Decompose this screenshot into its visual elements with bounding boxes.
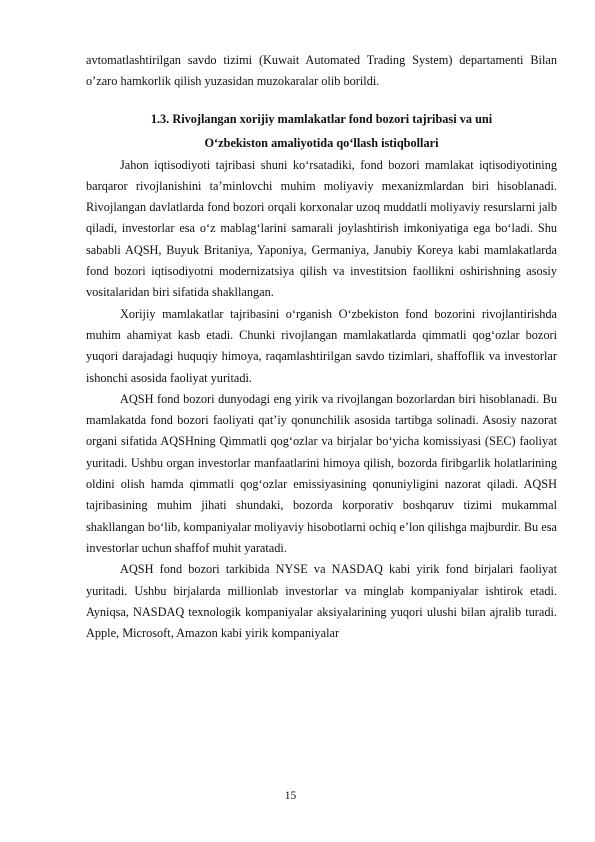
page-number-footer [0,790,595,802]
section-heading [86,107,557,155]
document-page [86,50,557,644]
paragraph-4: AQSH fond bozori tarkibida NYSE va NASDAQ kabi yirik fond birjalari faoliyat yuritadi. Ushbu birjalarda millionlab investorlar va minglab kompaniyalar ishtirok etadi. Ayniqsa, NASDAQ texnologik kompaniyalar aksiyalarining yuqori ulushi bilan ajralib turadi. Apple, Microsoft, Amazon kabi yirik kompaniyalar [86,562,557,641]
paragraph-3: AQSH fond bozori dunyodagi eng yirik va rivojlangan bozorlardan biri hisoblanadi. Bu mamlakatda fond bozori faoliyati qat’iy qonunchilik asosida tartibga solinadi. Asosiy nazorat organi sifatida AQSHning Qimmatli qog‘ozlar va birjalar bo‘yicha komissiyasi (SEC) faoliyat yuritadi. Ushbu organ investorlar manfaatlarini himoya qilish, bozorda firibgarlik holatlarining oldini olish hamda qimmatli qog‘ozlar emissiyasining qonuniyligini nazorat qiladi. AQSH tajribasining muhim jihati shundaki, bozorda korporativ boshqaruv tizimi mukammal shakllangan bo‘lib, kompaniyalar moliyaviy hisobotlarni ochiq e’lon qilishga majburdir. Bu esa investorlar uchun shaffof muhit yaratadi. [86,391,557,555]
paragraph-1: Jahon iqtisodiyoti tajribasi shuni ko‘rsatadiki, fond bozori mamlakat iqtisodiyotining barqaror rivojlanishini ta’minlovchi muhim moliyaviy mexanizmlardan biri hisoblanadi. Rivojlangan davlatlarda fond bozori orqali korxonalar uzoq muddatli moliyaviy resurslarni jalb qiladi, investorlar esa o‘z mablag‘larini samarali joylashtirish imkoniyatiga ega bo‘ladi. Shu sababli AQSH, Buyuk Britaniya, Yaponiya, Germaniya, Janubiy Koreya kabi mamlakatlarda fond bozori iqtisodiyotni modernizatsiya qilish va investitsion faollikni oshirishning asosiy vositalaridan biri sifatida shakllangan. [86,157,557,300]
intro-paragraph: avtomatlashtirilgan savdo tizimi (Kuwait Automated Trading System) departamenti Bilan o’zaro hamkorlik qilish yuzasidan muzokaralar olib borildi. [86,53,557,89]
section-heading-line-1: 1.3. Rivojlangan xorijiy mamlakatlar fond bozori tajribasi va uni [150,111,493,126]
page-number: 15 [284,790,297,802]
section-heading-line-2: O‘zbekiston amaliyotida qo‘llash istiqbollari [204,135,439,150]
paragraph-2: Xorijiy mamlakatlar tajribasini o‘rganish O‘zbekiston fond bozorini rivojlantirishda muhim ahamiyat kasb etadi. Chunki rivojlangan mamlakatlarda qimmatli qog‘ozlar bozori yuqori darajadagi huquqiy himoya, raqamlashtirilgan savdo tizimlari, shaffoflik va investorlar ishonchi asosida faoliyat yuritadi. [86,306,557,385]
